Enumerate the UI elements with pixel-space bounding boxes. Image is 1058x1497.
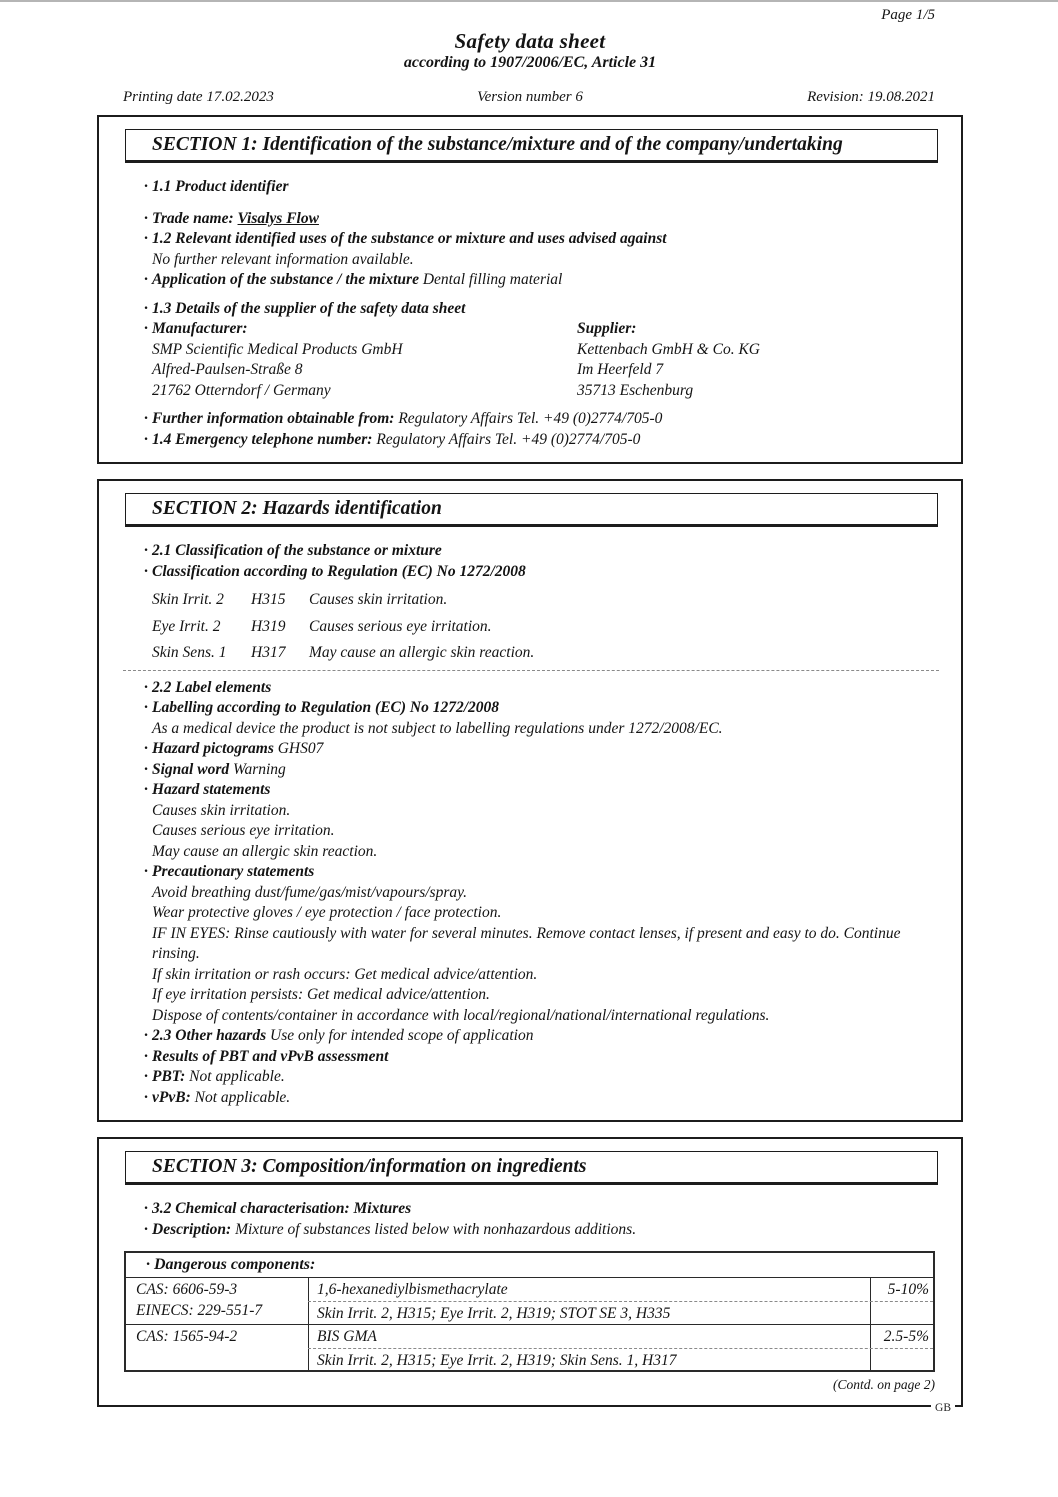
section-3-header: SECTION 3: Composition/information on ingredients	[125, 1151, 938, 1185]
cas-number: CAS: 6606-59-3	[136, 1281, 238, 1298]
manufacturer-name: SMP Scientific Medical Products GmbH	[152, 340, 403, 358]
substance-name: 1,6-hexanediylbismethacrylate	[317, 1281, 508, 1298]
pbt-value: Not applicable.	[189, 1068, 285, 1085]
manufacturer-city: 21762 Otterndorf / Germany	[152, 381, 331, 399]
page-number: Page 1/5	[881, 7, 935, 23]
concentration-cell: 2.5-5%	[870, 1325, 933, 1371]
classification-heading: · 2.1 Classification of the substance or mixture	[99, 541, 961, 562]
section-1-header: SECTION 1: Identification of the substance/mixture and of the company/undertaking	[125, 129, 938, 163]
trade-name-label: Trade name:	[152, 209, 234, 227]
supplier-label: Supplier:	[577, 320, 637, 337]
signal-word-label: Signal word	[152, 760, 230, 778]
precautionary-item: Avoid breathing dust/fume/gas/mist/vapours/spray.	[152, 883, 468, 901]
einecs-number: EINECS: 229-551-7	[136, 1302, 263, 1319]
trade-name-value: Visalys Flow	[237, 209, 319, 227]
section-2-header: SECTION 2: Hazards identification	[125, 493, 938, 527]
signal-word-line	[99, 760, 961, 781]
application-label: Application of the substance / the mixture	[152, 271, 419, 288]
pbt-line	[99, 1067, 961, 1088]
emergency-value: Regulatory Affairs Tel. +49 (0)2774/705-0	[376, 430, 641, 448]
further-info-label: Further information obtainable from:	[152, 410, 395, 427]
classification-row	[99, 590, 961, 610]
section-3-box	[97, 1137, 963, 1414]
page-subtitle: according to 1907/2006/EC, Article 31	[403, 54, 657, 71]
precautionary-item: If eye irritation persists: Get medical advice/attention.	[152, 986, 490, 1003]
vpvb-line	[99, 1088, 961, 1109]
classification-row	[99, 617, 961, 637]
country-code-label: GB	[931, 1402, 955, 1414]
cas-number: CAS: 1565-94-2	[136, 1328, 238, 1345]
vpvb-label: vPvB:	[152, 1088, 191, 1106]
supplier-details-heading: · 1.3 Details of the supplier of the safety data sheet	[99, 299, 961, 320]
emergency-line	[99, 430, 961, 451]
manufacturer-column	[99, 319, 577, 401]
page-title: Safety data sheet	[454, 29, 606, 53]
relevant-uses-heading: · 1.2 Relevant identified uses of the substance or mixture and uses advised against	[99, 229, 961, 250]
hazard-statement-item: Causes skin irritation.	[152, 801, 291, 819]
hazard-category: Eye Irrit. 2	[152, 617, 221, 635]
trade-name-line	[99, 209, 961, 230]
hazard-pictograms-label: Hazard pictograms	[152, 740, 274, 757]
cas-cell	[126, 1278, 308, 1324]
hazard-statements-heading: · Hazard statements	[99, 780, 961, 801]
table-row	[126, 1278, 933, 1324]
pbt-label: PBT:	[152, 1068, 186, 1085]
dashed-divider	[123, 670, 939, 671]
supplier-name: Kettenbach GmbH & Co. KG	[577, 340, 760, 358]
hazard-code: H319	[251, 617, 286, 635]
hazard-statement: May cause an allergic skin reaction.	[309, 644, 535, 661]
substance-name: BIS GMA	[317, 1328, 377, 1345]
other-hazards-line	[99, 1026, 961, 1047]
section-2-box	[97, 479, 963, 1122]
precautionary-item: If skin irritation or rash occurs: Get medical advice/attention.	[152, 965, 538, 983]
classification-regulation-heading: · Classification according to Regulation (EC) No 1272/2008	[99, 562, 961, 583]
further-info-line	[99, 409, 961, 430]
version-number: Version number 6	[477, 89, 583, 105]
document-body	[97, 2, 963, 1414]
hazard-pictograms-line	[99, 739, 961, 760]
substance-hazards: Skin Irrit. 2, H315; Eye Irrit. 2, H319; STOT SE 3, H335	[317, 1305, 671, 1322]
cas-cell	[126, 1325, 308, 1371]
vpvb-value: Not applicable.	[194, 1088, 291, 1106]
hazard-statement: Causes skin irritation.	[309, 591, 448, 608]
dangerous-components-header: · Dangerous components:	[126, 1253, 933, 1278]
other-hazards-value: Use only for intended scope of application	[270, 1027, 534, 1044]
continued-note: (Contd. on page 2)	[833, 1377, 935, 1392]
emergency-label: 1.4 Emergency telephone number:	[152, 430, 373, 448]
other-hazards-label: 2.3 Other hazards	[152, 1027, 267, 1044]
substance-hazards: Skin Irrit. 2, H315; Eye Irrit. 2, H319; Skin Sens. 1, H317	[317, 1352, 677, 1369]
hazard-code: H315	[251, 591, 286, 608]
pbt-assessment-heading: · Results of PBT and vPvB assessment	[99, 1047, 961, 1068]
concentration-cell: 5-10%	[870, 1278, 933, 1324]
description-label: Description:	[152, 1220, 232, 1238]
label-elements-heading: · 2.2 Label elements	[99, 678, 961, 699]
chemical-characterisation-heading: · 3.2 Chemical characterisation: Mixtures	[99, 1199, 961, 1220]
hazard-statement-item: May cause an allergic skin reaction.	[152, 842, 378, 860]
product-identifier-heading: · 1.1 Product identifier	[99, 177, 961, 198]
classification-row	[99, 643, 961, 663]
precautionary-heading: · Precautionary statements	[99, 862, 961, 883]
application-line	[99, 270, 961, 291]
precautionary-item: Wear protective gloves / eye protection / face protection.	[152, 904, 502, 921]
precautionary-item: IF IN EYES: Rinse cautiously with water for several minutes. Remove contact lenses, if present and easy to do. Continue rinsing.	[152, 924, 901, 962]
precautionary-item: Dispose of contents/container in accordance with local/regional/national/international regulations.	[152, 1006, 770, 1024]
hazard-pictograms-value: GHS07	[277, 740, 324, 757]
description-line	[99, 1220, 961, 1241]
supplier-street: Im Heerfeld 7	[577, 361, 664, 378]
hazard-statement: Causes serious eye irritation.	[309, 617, 492, 635]
document-meta-row	[97, 89, 963, 106]
row-dashed-divider	[308, 1301, 933, 1302]
hazard-code: H317	[251, 644, 286, 661]
dangerous-components-table	[124, 1251, 935, 1372]
revision-date: Revision: 19.08.2021	[807, 89, 935, 105]
supplier-column	[577, 319, 961, 401]
labelling-text: As a medical device the product is not subject to labelling regulations under 1272/2008/EC.	[152, 719, 723, 737]
hazard-category: Skin Sens. 1	[152, 644, 227, 661]
manufacturer-supplier-columns	[99, 319, 961, 401]
section-1-box	[97, 115, 963, 464]
signal-word-value: Warning	[232, 760, 286, 778]
relevant-uses-value: No further relevant information available.	[152, 250, 414, 268]
supplier-city: 35713 Eschenburg	[577, 381, 694, 399]
hazard-category: Skin Irrit. 2	[152, 591, 224, 608]
further-info-value: Regulatory Affairs Tel. +49 (0)2774/705-0	[398, 410, 663, 427]
manufacturer-street: Alfred-Paulsen-Straße 8	[152, 361, 303, 378]
description-value: Mixture of substances listed below with nonhazardous additions.	[235, 1220, 637, 1238]
manufacturer-label: · Manufacturer:	[99, 319, 577, 340]
printing-date: Printing date 17.02.2023	[123, 89, 274, 105]
hazard-statement-item: Causes serious eye irritation.	[152, 822, 335, 839]
row-dashed-divider	[308, 1348, 933, 1349]
labelling-heading: · Labelling according to Regulation (EC) No 1272/2008	[99, 698, 961, 719]
application-value: Dental filling material	[422, 271, 563, 288]
table-row	[126, 1324, 933, 1370]
